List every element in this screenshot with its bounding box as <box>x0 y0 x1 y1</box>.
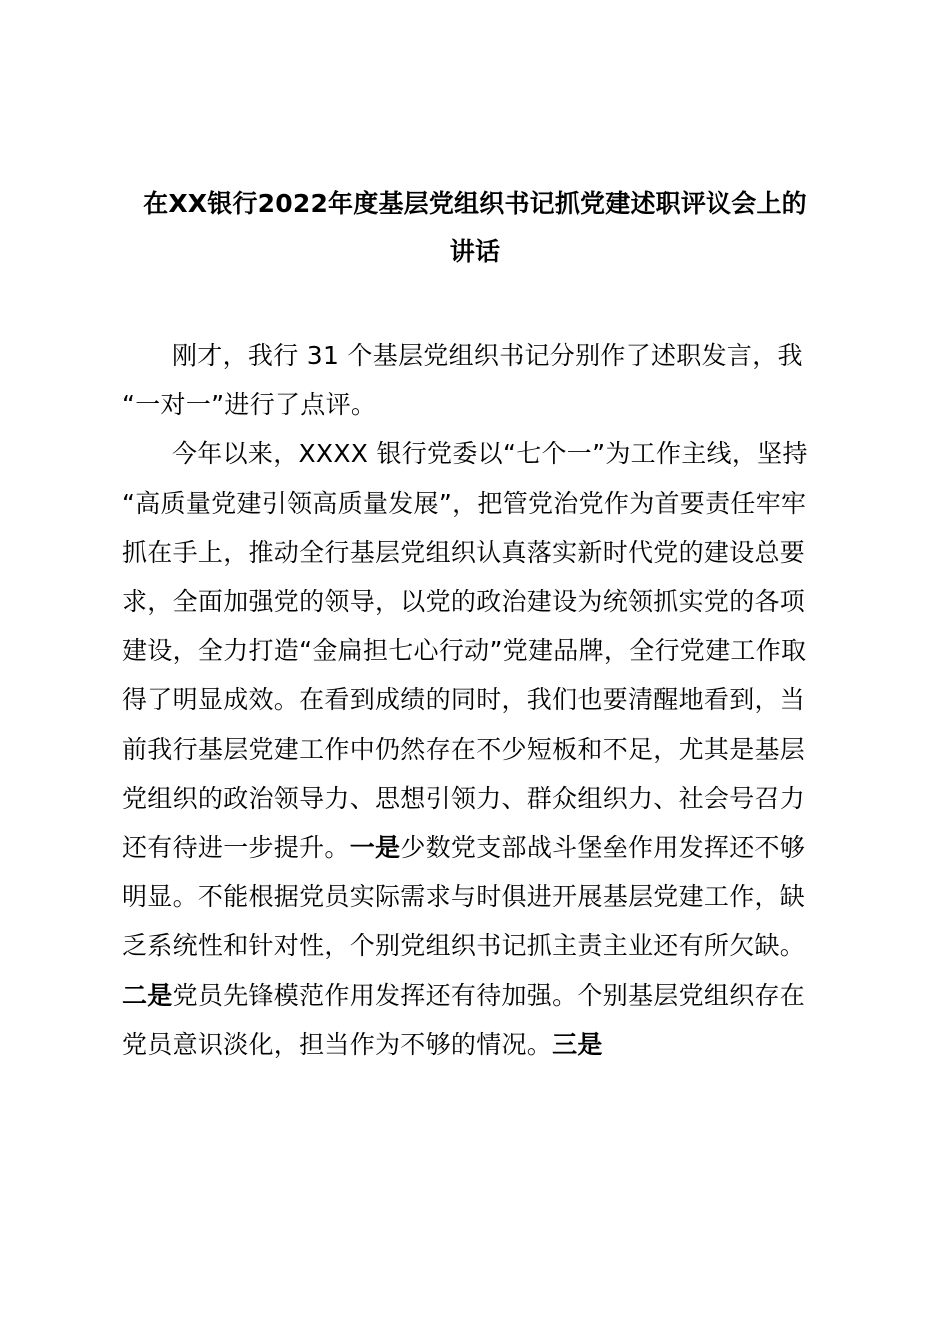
text-run: 党员先锋模范作用发挥还有待加强。个别基层党组织存在 <box>172 980 806 1010</box>
emphasis-third: 三是 <box>552 1029 603 1059</box>
paragraph-line <box>122 971 828 1020</box>
paragraph-line: 抓在手上，推动全行基层党组织认真落实新时代党的建设总要 <box>122 537 806 567</box>
paragraph-line: 前我行基层党建工作中仍然存在不少短板和不足，尤其是基层 <box>122 734 806 764</box>
paragraph-1 <box>122 331 828 429</box>
paragraph-line: 今年以来，XXXX 银行党委以“七个一”为工作主线，坚持 <box>172 439 808 469</box>
text-run: 还有待进一步提升。 <box>122 833 350 863</box>
text-run: 少数党支部战斗堡垒作用发挥还不够 <box>400 833 806 863</box>
paragraph-line: 党组织的政治领导力、思想引领力、群众组织力、社会号召力 <box>122 783 806 813</box>
paragraph-line <box>122 823 828 872</box>
title-line-1: 在XX银行2022年度基层党组织书记抓党建述职评议会上的 <box>143 189 807 218</box>
paragraph-line: 明显。不能根据党员实际需求与时俱进开展基层党建工作，缺 <box>122 882 806 912</box>
title-line-2: 讲话 <box>449 237 501 266</box>
emphasis-first: 一是 <box>349 833 401 863</box>
paragraph-line: “高质量党建引领高质量发展”，把管党治党作为首要责任牢牢 <box>122 488 807 518</box>
paragraph-line: 乏系统性和针对性，个别党组织书记抓主责主业还有所欠缺。 <box>122 931 806 961</box>
paragraph-line: 求，全面加强党的领导，以党的政治建设为统领抓实党的各项 <box>122 587 806 617</box>
text-run: 党员意识淡化，担当作为不够的情况。 <box>122 1029 553 1059</box>
paragraph-line: 得了明显成效。在看到成绩的同时，我们也要清醒地看到，当 <box>122 685 806 715</box>
paragraph-2 <box>122 429 828 1069</box>
paragraph-line: 建设，全力打造“金扁担七心行动”党建品牌，全行党建工作取 <box>122 636 807 666</box>
paragraph-line: “一对一”进行了点评。 <box>122 390 377 420</box>
document-title <box>122 180 828 276</box>
document-body <box>122 331 828 1069</box>
emphasis-second: 二是 <box>122 980 173 1010</box>
paragraph-line: 刚才，我行 31 个基层党组织书记分别作了述职发言，我 <box>172 341 803 370</box>
paragraph-line <box>122 1020 828 1069</box>
